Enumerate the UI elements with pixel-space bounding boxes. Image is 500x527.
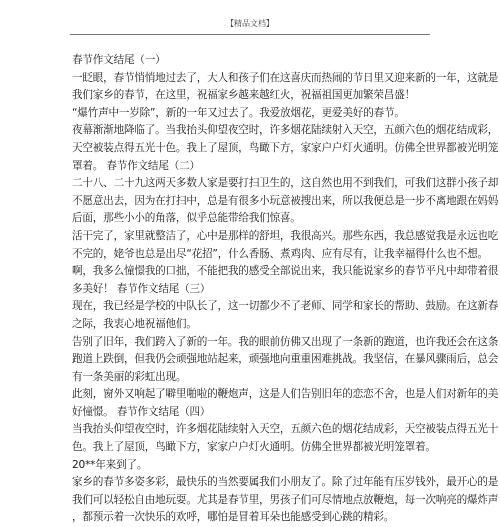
body-line: ，都预示着一次快乐的欢呼，哪怕是冒着耳朵也能感受到心跳的精彩。 xyxy=(72,511,395,524)
section-title-4-line: 好憧憬。 春节作文结尾（四） xyxy=(72,405,211,418)
body-line: 此刻，窗外又响起了噼里啪啦的鞭炮声，这是人们告别旧年的恋恋不舍，也是人们对新年的美 xyxy=(72,388,499,401)
body-line: 家乡的春节多姿多彩，最快乐的当然要属我们小朋友了。除了过年能有压岁钱外，最开心的是 xyxy=(72,476,499,489)
section-title-3-line: 多美好！ 春节作文结尾（三） xyxy=(72,282,211,295)
body-line: 色。我上了屋顶，鸟瞰下方，家家户户灯火通明。仿佛全世界都被光明笼罩着。 xyxy=(72,441,436,454)
body-line: 20**年来到了。 xyxy=(72,458,148,471)
body-line: 跑道上跌倒，但我仍会顽强地站起来，顽强地向重重困难挑战。我坚信，在暴风骤雨后，总会 xyxy=(72,353,499,366)
body-line: 夜幕渐渐地降临了。当我抬头仰望夜空时，许多烟花陆续射入天空，五颜六色的烟花结成彩， xyxy=(72,124,499,137)
body-line: 不愿意出去，因为在打扫中，总是有很多小玩意被搜出来，所以我便总是一步不离地跟在妈妈 xyxy=(72,194,499,207)
section-title-2-line: 罩着。 春节作文结尾（二） xyxy=(72,159,200,172)
document-body xyxy=(72,52,499,527)
body-line: 之际，我衷心地祝福他们。 xyxy=(72,317,197,330)
body-line: 一眨眼，春节悄悄地过去了，大人和孩子们在这喜庆而热闹的节日里又迎来新的一年，这就是 xyxy=(72,71,499,84)
body-line: 当我抬头仰望夜空时，许多烟花陆续射入天空，五颜六色的烟花结成彩，天空被装点得五光十 xyxy=(72,423,499,436)
document-header: 【精品文档】 xyxy=(70,18,430,35)
body-line: 后面，那些小小的角落，似乎总能带给我们惊喜。 xyxy=(72,212,301,225)
body-line: 有一条美丽的彩虹出现。 xyxy=(72,370,187,383)
body-line: 我们家乡的春节，在这里，祝福家乡越来越红火，祝福祖国更加繁荣昌盛！ xyxy=(72,89,415,102)
body-line: 天空被装点得五光十色。我上了屋顶，鸟瞰下方，家家户户灯火通明。仿佛全世界都被光明笼 xyxy=(72,141,499,154)
body-line: 我们可以轻松自由地玩耍。尤其是春节里，男孩子们可尽情地点放鞭炮，每一次响亮的爆炸声 xyxy=(72,493,499,506)
body-line: 告别了旧年，我们跨入了新的一年。我的眼前仿佛又出现了一条新的跑道，也许我还会在这条 xyxy=(72,335,499,348)
section-title-1: 春节作文结尾（一） xyxy=(72,54,166,66)
body-line: 不完的，姥爷也总是出尽“花招”，什么香肠、煮鸡肉、应有尽有，让我幸福得什么也不想。 xyxy=(72,247,488,260)
body-line: 啊，我多么憧憬我的口拙，不能把我的感受全部说出来，我只能说家乡的春节平凡中却带着很 xyxy=(72,265,499,278)
body-line: “爆竹声中一岁除”，新的一年又过去了。我爱放烟花，更爱美好的春节。 xyxy=(72,106,405,119)
body-line: 现在，我已经是学校的中队长了，这一切都少不了老师、同学和家长的帮助、鼓励。在这新春 xyxy=(72,300,499,313)
body-line: 活干完了，家里就整洁了，心中是那样的舒坦，我很高兴。那些东西，我总感觉我是永远也吃 xyxy=(72,229,499,242)
body-line: 二十八、二十九这两天多数人家是要打扫卫生的，这自然也用不到我们，可我们这群小孩子却 xyxy=(72,177,499,190)
